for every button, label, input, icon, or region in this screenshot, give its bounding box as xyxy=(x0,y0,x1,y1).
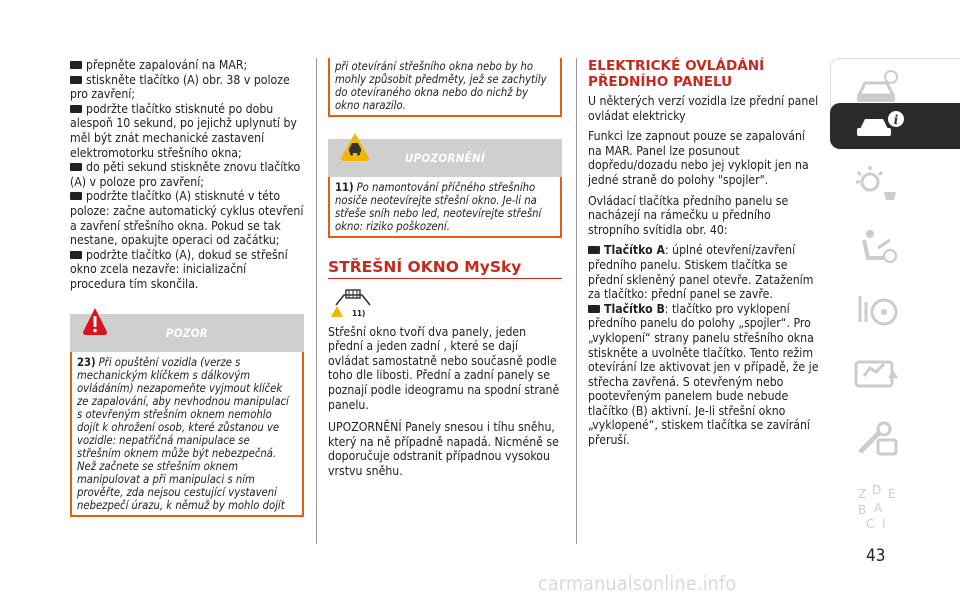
section-heading xyxy=(588,58,820,90)
warning-box-continued xyxy=(328,58,562,117)
column-1 xyxy=(70,58,304,517)
list-item: přepněte zapalování na MAR; xyxy=(70,58,304,73)
svg-text:D: D xyxy=(872,484,882,497)
bullet-icon xyxy=(588,246,600,254)
steering-wheel-icon xyxy=(854,292,900,332)
tab-lights[interactable] xyxy=(830,154,960,216)
list-text: : tlačítko pro vyklopení předního panelu do polohy „spojler“. Pro „vyklopení“ strany panelu střešního okna stiskněte a uvolněte tlačítko. Tento režim otevírání lze aktivovat jen v případě, že je střecha zavřená. S otevřeným nebo pootevřeným panelem bude nebude tlačítko (B) aktivní. Je-li střešní okno „vyklopené“, stiskem tlačítka se zavírání přeruší. xyxy=(588,301,819,448)
sunroof-symbol-row xyxy=(328,287,562,319)
bullet-icon xyxy=(70,105,82,113)
page-number: 43 xyxy=(866,546,886,566)
section-heading: STŘEŠNÍ OKNO MySky xyxy=(328,260,562,279)
caution-box xyxy=(328,177,562,238)
index-icon xyxy=(854,484,904,532)
bullet-icon xyxy=(70,61,82,69)
button-a-label: Tlačítko A xyxy=(604,243,665,258)
bullet-icon xyxy=(70,163,82,171)
caution-header xyxy=(328,139,562,177)
column-divider xyxy=(316,58,317,544)
svg-text:i: i xyxy=(893,113,899,127)
wrench-icon xyxy=(854,420,900,460)
tab-index[interactable] xyxy=(830,474,960,540)
svg-text:A: A xyxy=(874,501,883,515)
reference-number: 11) xyxy=(352,308,366,318)
svg-text:I: I xyxy=(882,517,886,531)
lights-icon xyxy=(854,164,900,204)
tab-dashboard-info[interactable] xyxy=(830,103,960,149)
list-item: podržte tlačítko (A) stisknuté v této poloze: začne automatický cyklus otevření a zavření střešního okna. Pokud se tak nestane, opakujte operaci od začátku; xyxy=(70,189,304,248)
warning-header xyxy=(70,314,304,352)
paragraph: Funkci lze zapnout pouze se zapalování na MAR. Panel lze posunout dopředu/dozadu nebo jej vyklopit jen na jedné straně do polohy "spojler". xyxy=(588,129,809,187)
heading-line: ELEKTRICKÉ OVLÁDÁNÍ xyxy=(588,58,765,74)
warning-car-icon xyxy=(854,356,900,396)
column-3 xyxy=(588,58,820,448)
warning-title: POZOR xyxy=(165,325,209,340)
list-item xyxy=(588,243,820,301)
button-b-label: Tlačítko B xyxy=(604,301,665,316)
list-text: : úplné otevření/zavření předního panelu. Stiskem tlačítka se přední skleněný panel otevře. Zatažením za tlačítko: přední panel se zavře. xyxy=(588,243,814,302)
caution-number: 11) xyxy=(335,181,354,194)
bullet-icon xyxy=(70,251,82,259)
warning-box xyxy=(70,352,304,517)
list-item xyxy=(588,302,820,448)
column-2 xyxy=(328,58,562,479)
paragraph: Střešní okno tvoří dva panely, jeden přední a jeden zadní , které se dají ovládat samostatně nebo současně podle toho dle libosti. Přední a zadní panely se poznají podle ideogramu na spodní straně panelu. xyxy=(328,324,560,412)
dashboard-info-icon xyxy=(854,109,904,141)
paragraph: UPOZORNĚNÍ Panely snesou i tíhu sněhu, který na ně případně napadá. Nicméně se doporučuje odstranit případnou vysokou vrstvu sněhu. xyxy=(328,420,559,478)
warning-text: Při opuštění vozidla (verze s mechanickým klíčkem s dálkovým ovládáním) nezapomeňte vyjmout klíček ze zapalování, aby nevhodnou manipulací s otevřeným střešním oknem nemohlo dojít k ohrožení osob, které zůstanou ve vozidle: nepatřičná manipulace se střešním oknem může být nebezpečná. Než začnete se střešním oknem manipulovat a při manipulaci s ním prověřte, zda nejsou cestující vystaveni nebezpečí úrazu, k němuž by mohlo dojít xyxy=(77,355,289,512)
list-item: stiskněte tlačítko (A) obr. 38 v poloze pro zavření; xyxy=(70,72,290,102)
tab-emergency[interactable] xyxy=(830,346,960,408)
tab-seats[interactable] xyxy=(830,218,960,280)
warning-number: 23) xyxy=(77,355,96,369)
caution-title: UPOZORNĚNÍ xyxy=(404,151,486,165)
seat-icon xyxy=(854,228,900,268)
bullet-icon xyxy=(70,76,82,84)
watermark: carmanualsonline.info xyxy=(538,572,737,595)
paragraph: U některých verzí vozidla lze přední panel ovládat elektricky xyxy=(588,94,819,123)
warning-text: při otevírání střešního okna nebo by ho mohly způsobit předměty, jež se zachytily do otevíraného okna nebo do nichž by okno narazilo. xyxy=(335,60,547,112)
bullet-icon xyxy=(70,192,82,200)
svg-text:E: E xyxy=(888,487,896,501)
list-item: podržte tlačítko (A), dokud se střešní okno zcela nezavře: inicializační procedura tím skončila. xyxy=(70,247,288,291)
svg-text:Z: Z xyxy=(858,487,867,501)
column-divider xyxy=(576,58,577,544)
paragraph: Ovládací tlačítka předního panelu se nacházejí na rámečku u předního stropního svítidla obr. 40: xyxy=(588,193,789,237)
bullet-icon xyxy=(588,305,600,313)
caution-text: Po namontování příčného střešního nosiče neotevírejte střešní okno. Je-li na střeše sníh nebo led, neotevírejte střešní okno: riziko poškození. xyxy=(335,181,542,233)
svg-text:B: B xyxy=(858,503,867,517)
tab-maintenance[interactable] xyxy=(830,410,960,472)
tab-driving[interactable] xyxy=(830,282,960,344)
svg-text:C: C xyxy=(866,517,875,531)
list-item: do pěti sekund stiskněte znovu tlačítko (A) v poloze pro zavření; xyxy=(70,160,301,189)
heading-line: PŘEDNÍHO PANELU xyxy=(588,74,733,90)
list-item: podržte tlačítko stisknuté po dobu alespoň 10 sekund, po jejichž uplynutí by měl být znát mechanické zastavení elektromotorku střešního okna; xyxy=(70,101,297,160)
caution-small-icon xyxy=(330,305,344,318)
